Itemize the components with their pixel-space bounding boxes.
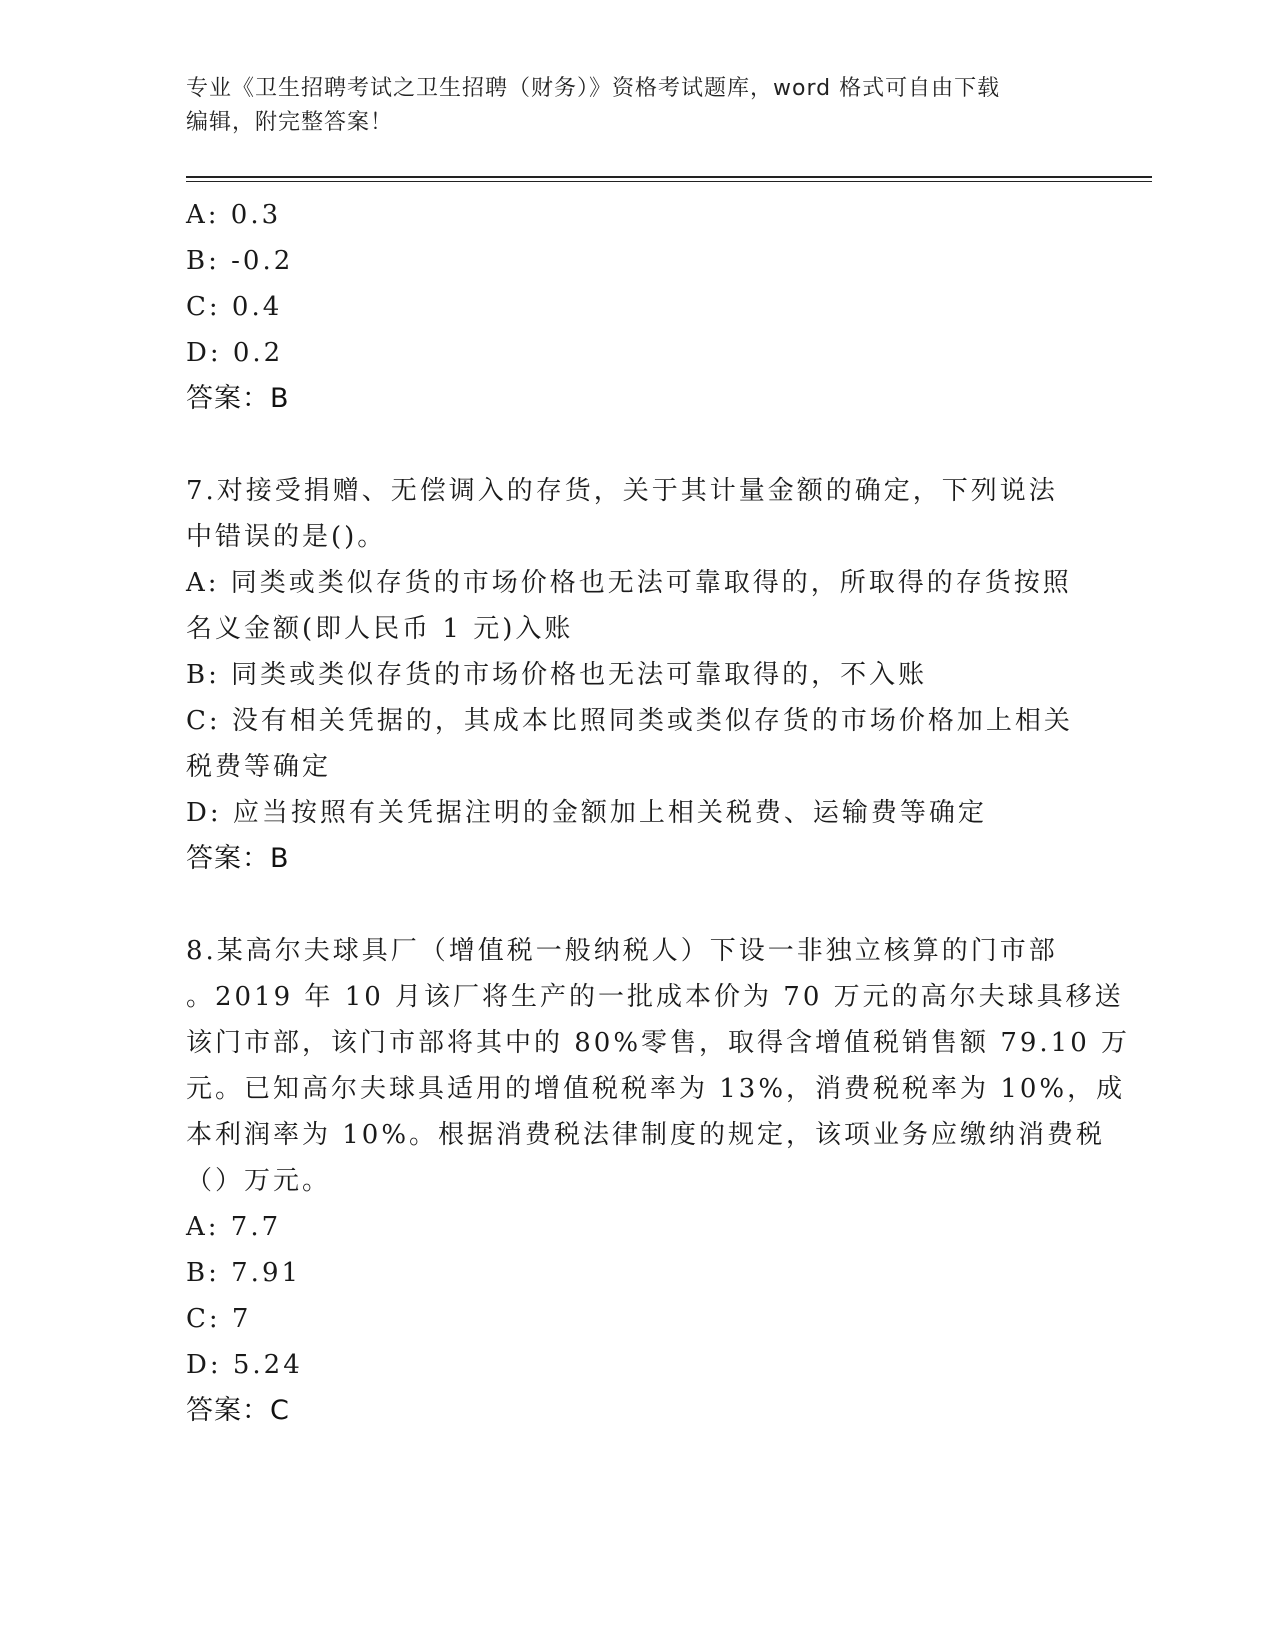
option-b: B: 同类或类似存货的市场价格也无法可靠取得的，不入账 (186, 660, 928, 690)
question-7-stem-line-2: 中错误的是()。 (186, 522, 387, 552)
header-line-1: 专业《卫生招聘考试之卫生招聘（财务）》资格考试题库，word 格式可自由下载 (186, 76, 1001, 101)
spacer (186, 882, 1086, 928)
question-8-stem-line-2: 。2019 年 10 月该厂将生产的一批成本价为 70 万元的高尔夫球具移送 (186, 982, 1124, 1012)
header-line-2: 编辑，附完整答案！ (186, 110, 394, 135)
document-header (186, 72, 1066, 140)
question-8-answer: 答案：C (186, 1395, 290, 1426)
question-8-stem-line-3: 该门市部，该门市部将其中的 80%零售，取得含增值税销售额 79.10 万 (186, 1028, 1131, 1058)
question-7 (186, 468, 1086, 836)
option-c: C: 0.4 (186, 292, 283, 322)
option-a: A: 0.3 (186, 200, 282, 230)
question-8-stem-line-1: 8.某高尔夫球具厂（增值税一般纳税人）下设一非独立核算的门市部 (186, 936, 1058, 966)
question-6-options (186, 192, 1086, 376)
header-divider-thin (186, 181, 1152, 182)
option-c: C: 7 (186, 1304, 252, 1334)
option-a: A: 7.7 (186, 1212, 282, 1242)
question-8-stem-line-4: 元。已知高尔夫球具适用的增值税税率为 13%，消费税税率为 10%，成 (186, 1074, 1126, 1104)
question-7-answer: 答案：B (186, 843, 290, 874)
header-divider-thick (186, 176, 1152, 178)
option-a-continued: 名义金额(即人民币 1 元)入账 (186, 614, 574, 644)
option-d: D: 0.2 (186, 338, 284, 368)
option-d: D: 应当按照有关凭据注明的金额加上相关税费、运输费等确定 (186, 798, 987, 828)
question-content (186, 192, 1131, 1434)
option-b: B: -0.2 (186, 246, 294, 276)
question-8-stem-line-5: 本利润率为 10%。根据消费税法律制度的规定，该项业务应缴纳消费税 (186, 1120, 1106, 1150)
option-d: D: 5.24 (186, 1350, 303, 1380)
question-8 (186, 928, 1131, 1388)
spacer (186, 422, 1086, 468)
option-b: B: 7.91 (186, 1258, 302, 1288)
question-7-stem-line-1: 7.对接受捐赠、无偿调入的存货，关于其计量金额的确定，下列说法 (186, 476, 1058, 506)
option-a: A: 同类或类似存货的市场价格也无法可靠取得的，所取得的存货按照 (186, 568, 1072, 598)
option-c: C: 没有相关凭据的，其成本比照同类或类似存货的市场价格加上相关 (186, 706, 1073, 736)
question-8-stem-line-6: （）万元。 (186, 1166, 332, 1196)
question-6-answer: 答案：B (186, 383, 290, 414)
option-c-continued: 税费等确定 (186, 752, 332, 782)
